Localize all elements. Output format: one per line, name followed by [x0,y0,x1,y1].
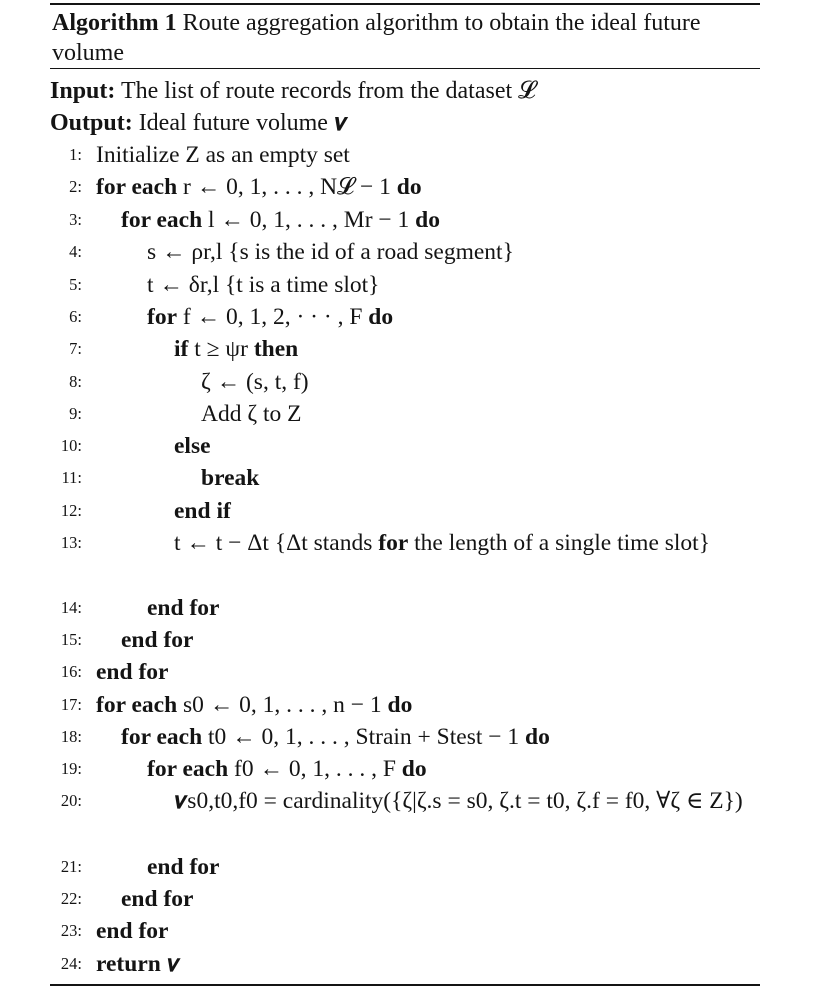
line-code: Initialize Z as an empty set [96,142,350,168]
line-number: 17: [60,695,82,714]
line-code: else [174,433,211,459]
line-number: 11: [61,468,82,487]
caption-label: Algorithm 1 [52,10,177,36]
line-number: 14: [60,598,82,617]
line-code: if t ≥ ψr then [174,336,299,362]
line-number: 22: [60,889,82,908]
caption-rule [50,68,760,69]
output-text: Ideal future volume 𝝂 [138,110,348,136]
input-label: Input: [50,78,116,104]
line-code: s ← ρr,l {s is the id of a road segment} [147,239,514,265]
line-code: for each f0 ← 0, 1, . . . , F do [147,756,427,782]
line-number: 1: [69,145,82,164]
line-number: 7: [69,339,82,358]
line-number: 5: [69,275,82,294]
line-code: for f ← 0, 1, 2, · · · , F do [147,304,394,330]
line-code: t ← t − Δt {Δt stands for the length of a single time slot} [174,530,710,556]
line-code: end for [121,886,194,912]
line-number: 23: [60,921,82,940]
line-code: for each t0 ← 0, 1, . . . , Strain + Stest − 1 do [121,724,550,750]
line-number: 10: [60,436,82,455]
line-number: 13: [60,533,82,552]
line-number: 18: [60,727,82,746]
line-code: t ← δr,l {t is a time slot} [147,272,380,298]
line-code: end for [96,659,169,685]
line-code: end if [174,498,231,524]
line-number: 9: [69,404,82,423]
input-text: The list of route records from the dataset 𝓛 [120,78,536,104]
line-number: 24: [60,954,82,973]
line-number: 16: [60,662,82,681]
line-number: 12: [60,501,82,520]
line-number: 4: [69,242,82,261]
line-number: 19: [60,759,82,778]
caption-text: Route aggregation algorithm to obtain the ideal future volume [52,10,701,66]
line-code: end for [147,595,220,621]
line-code: 𝝂s0,t0,f0 = cardinality({ζ|ζ.s = s0, ζ.t = t0, ζ.f = f0, ∀ζ ∈ Z}) [174,788,743,814]
algorithm-caption [52,8,758,68]
line-code: for each r ← 0, 1, . . . , N𝓛 − 1 do [96,174,422,200]
output-line [50,108,348,138]
top-rule [50,3,760,5]
line-code: Add ζ to Z [201,401,302,427]
line-code: end for [147,854,220,880]
line-number: 20: [60,791,82,810]
bottom-rule [50,984,760,986]
line-code: ζ ← (s, t, f) [201,369,309,395]
line-number: 8: [69,372,82,391]
output-label: Output: [50,110,133,136]
line-code: for each s0 ← 0, 1, . . . , n − 1 do [96,692,413,718]
line-code: for each l ← 0, 1, . . . , Mr − 1 do [121,207,440,233]
input-line [50,76,536,106]
line-code: break [201,465,260,491]
line-code: end for [121,627,194,653]
line-code: return 𝝂 [96,951,181,977]
line-number: 6: [69,307,82,326]
line-code: end for [96,918,169,944]
line-number: 2: [69,177,82,196]
line-number: 3: [69,210,82,229]
line-number: 15: [60,630,82,649]
line-number: 21: [60,857,82,876]
